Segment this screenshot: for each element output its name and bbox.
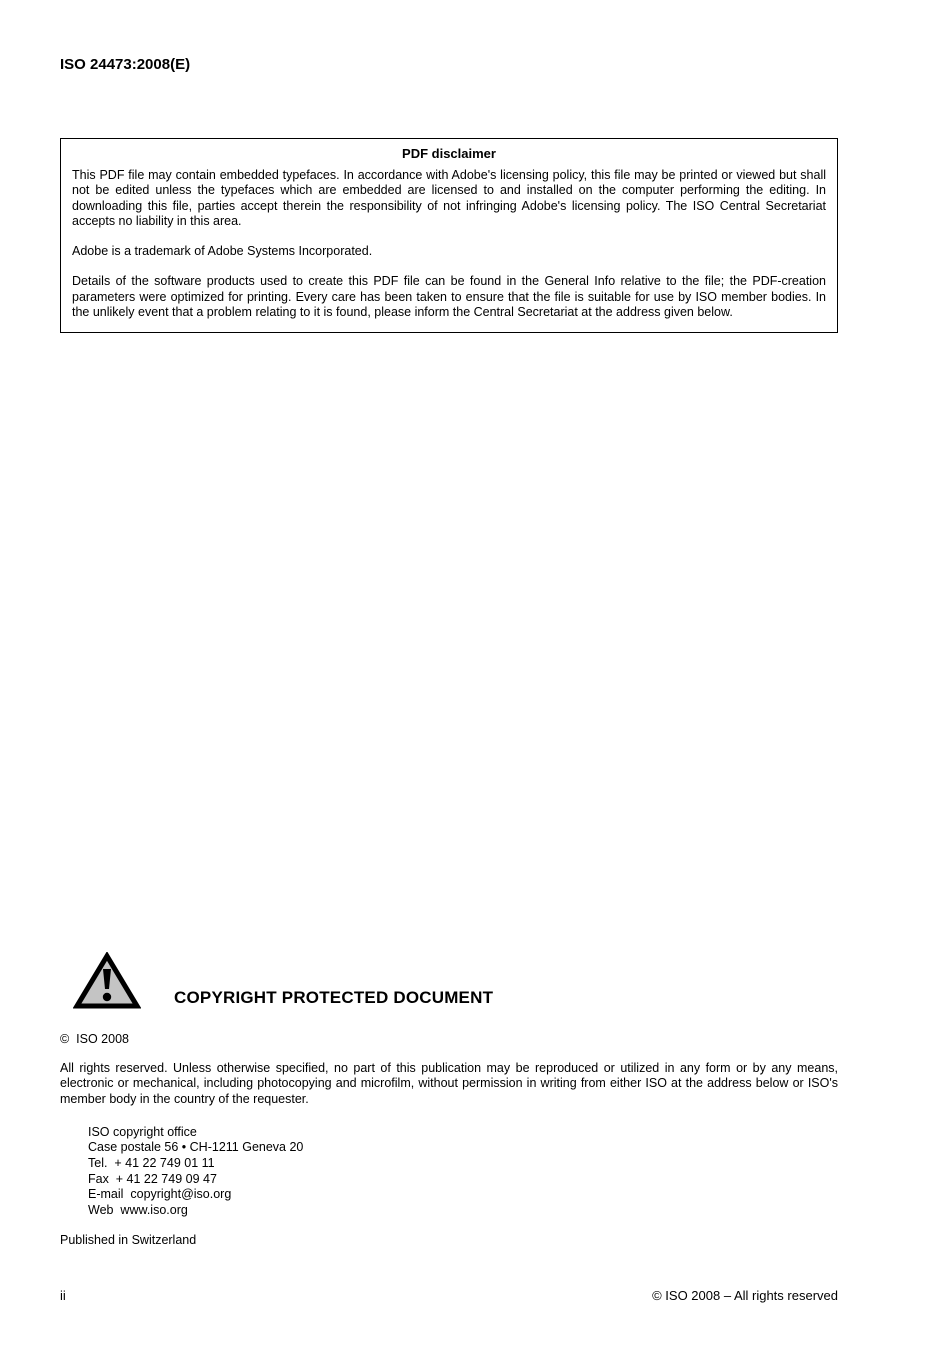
address-line-office: ISO copyright office xyxy=(88,1124,197,1139)
disclaimer-paragraph: Adobe is a trademark of Adobe Systems Incorporated. xyxy=(72,244,373,259)
published-in-switzerland: Published in Switzerland xyxy=(60,1233,197,1248)
address-line-tel: Tel. + 41 22 749 01 11 xyxy=(88,1156,215,1171)
rights-reserved-text: All rights reserved. Unless otherwise specified, no part of this publication may be reproduced or utilized in any form or by any means, electronic or mechanical, including photocopying and microfilm, without permission in writing from either ISO at the address below or ISO's member body in the country of the requester. xyxy=(60,1061,838,1106)
iso-address-block xyxy=(88,1125,838,1219)
address-line-fax: Fax + 41 22 749 09 47 xyxy=(88,1171,217,1186)
disclaimer-paragraph: This PDF file may contain embedded typefaces. In accordance with Adobe's licensing policy, this file may be printed or viewed but shall not be edited unless the typefaces which are embedded are licensed to and installed on the computer performing the editing. In downloading this file, parties accept therein the responsibility of not infringing Adobe's licensing policy. The ISO Central Secretariat accepts no liability in this area. xyxy=(72,168,826,228)
pdf-disclaimer-box xyxy=(60,138,838,333)
disclaimer-title: PDF disclaimer xyxy=(402,146,496,161)
copyright-notice: © ISO 2008 xyxy=(60,1032,129,1046)
page-footer xyxy=(60,1288,838,1303)
document-number-header: ISO 24473:2008(E) xyxy=(60,56,191,73)
address-line-web: Web www.iso.org xyxy=(88,1202,188,1217)
footer-copyright: © ISO 2008 – All rights reserved xyxy=(652,1288,838,1303)
copyright-heading-row xyxy=(60,952,838,1010)
page-number: ii xyxy=(60,1288,66,1303)
copyright-protected-heading: COPYRIGHT PROTECTED DOCUMENT xyxy=(174,988,494,1007)
warning-icon xyxy=(73,952,141,1010)
address-line-postal: Case postale 56 • CH-1211 Geneva 20 xyxy=(88,1140,304,1155)
copyright-section xyxy=(60,952,838,1247)
disclaimer-paragraph: Details of the software products used to create this PDF file can be found in the General Info relative to the file; the PDF-creation parameters were optimized for printing. Every care has been taken to ensure that the file is suitable for use by ISO member bodies. In the unlikely event that a problem relating to it is found, please inform the Central Secretariat at the address given below. xyxy=(72,274,826,320)
address-line-email: E-mail copyright@iso.org xyxy=(88,1187,232,1202)
